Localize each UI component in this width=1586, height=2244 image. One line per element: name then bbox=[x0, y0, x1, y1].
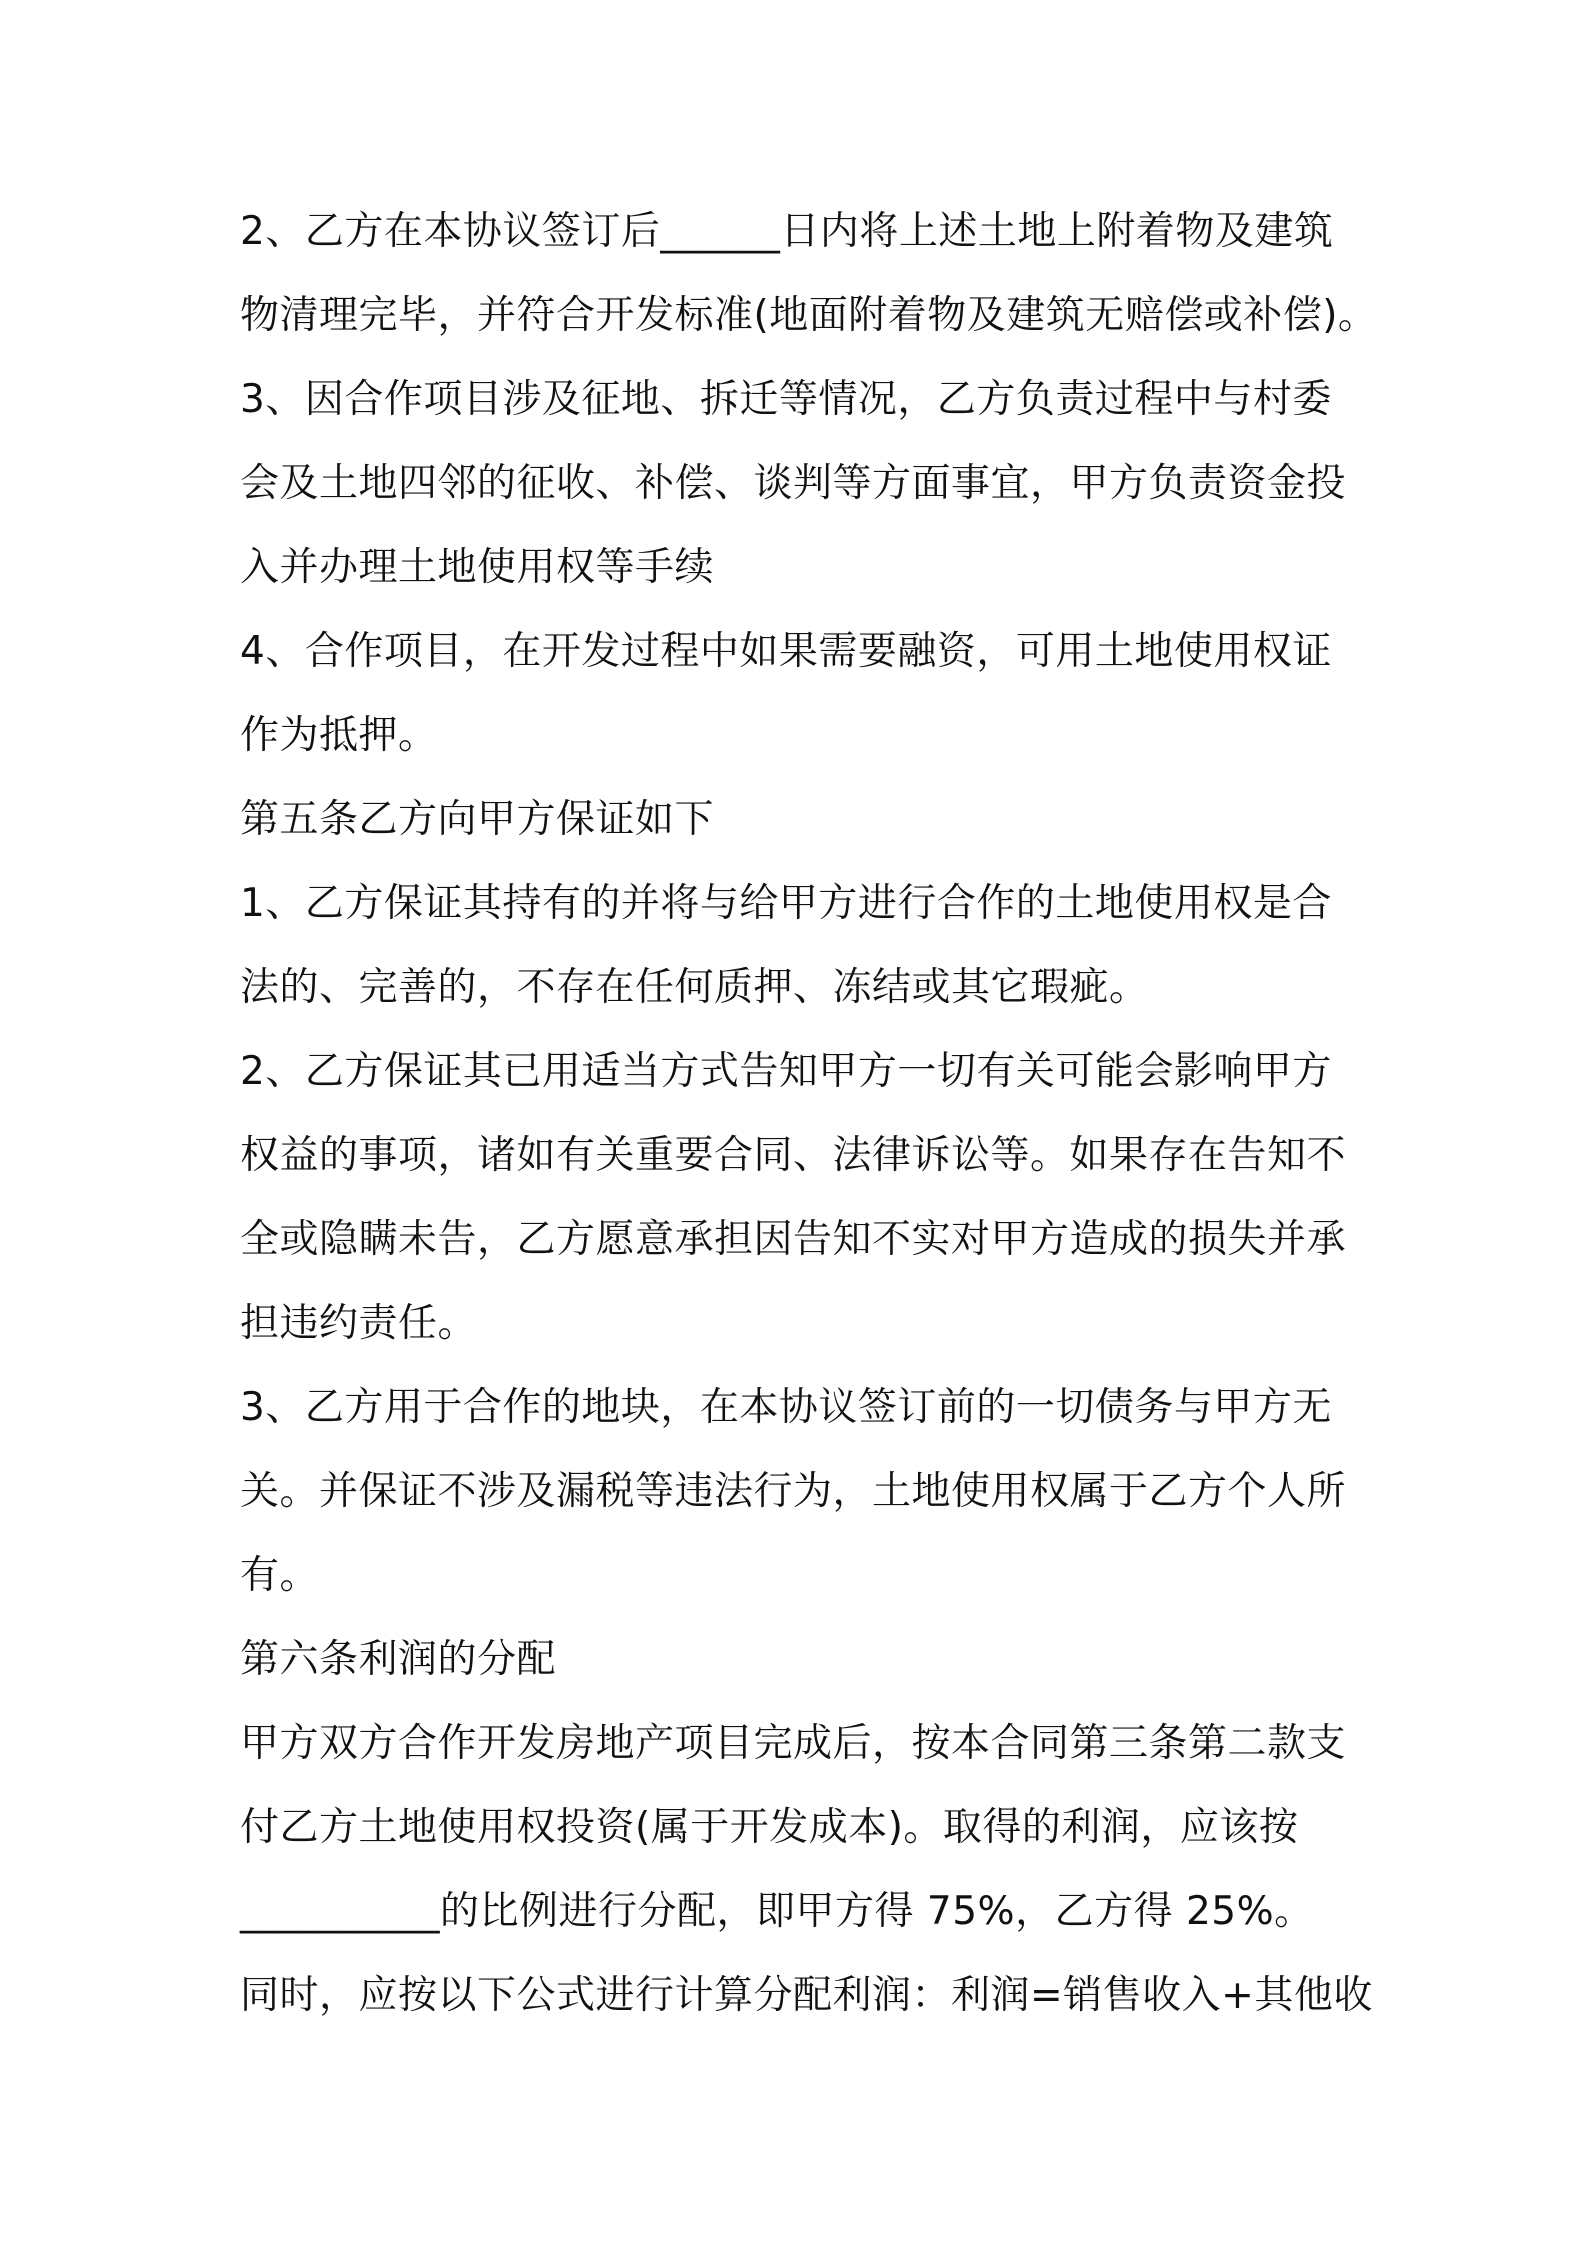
text-line: 2、乙方保证其已用适当方式告知甲方一切有关可能会影响甲方 bbox=[240, 1049, 1332, 1094]
text-line: 权益的事项，诸如有关重要合同、法律诉讼等。如果存在告知不 bbox=[240, 1133, 1347, 1178]
text-line: 入并办理土地使用权等手续 bbox=[240, 545, 715, 590]
document-body bbox=[240, 190, 1378, 2038]
text-line: 4、合作项目，在开发过程中如果需要融资，可用土地使用权证 bbox=[240, 629, 1332, 674]
text-line: 法的、完善的，不存在任何质押、冻结或其它瑕疵。 bbox=[240, 965, 1149, 1010]
text-line: 付乙方土地使用权投资(属于开发成本)。取得的利润，应该按 bbox=[240, 1805, 1299, 1850]
text-line: 担违约责任。 bbox=[240, 1301, 478, 1346]
text-line: 甲方双方合作开发房地产项目完成后，按本合同第三条第二款支 bbox=[240, 1721, 1347, 1766]
text-line: 全或隐瞒未告，乙方愿意承担因告知不实对甲方造成的损失并承 bbox=[240, 1217, 1347, 1262]
text-line: 2、乙方在本协议签订后______日内将上述土地上附着物及建筑 bbox=[240, 209, 1334, 254]
text-line: 同时，应按以下公式进行计算分配利润：利润=销售收入+其他收 bbox=[240, 1973, 1373, 2018]
section-heading: 第六条利润的分配 bbox=[240, 1637, 557, 1682]
text-line: 关。并保证不涉及漏税等违法行为，土地使用权属于乙方个人所 bbox=[240, 1469, 1347, 1514]
text-line: 3、因合作项目涉及征地、拆迁等情况，乙方负责过程中与村委 bbox=[240, 377, 1332, 422]
section-heading: 第五条乙方向甲方保证如下 bbox=[240, 797, 715, 842]
text-line: 物清理完毕，并符合开发标准(地面附着物及建筑无赔偿或补偿)。 bbox=[240, 293, 1378, 338]
text-line: 作为抵押。 bbox=[240, 713, 438, 758]
text-line: 会及土地四邻的征收、补偿、谈判等方面事宜，甲方负责资金投 bbox=[240, 461, 1347, 506]
text-line: __________的比例进行分配，即甲方得 75%，乙方得 25%。 bbox=[240, 1889, 1314, 1934]
text-line: 3、乙方用于合作的地块，在本协议签订前的一切债务与甲方无 bbox=[240, 1385, 1332, 1430]
text-line: 1、乙方保证其持有的并将与给甲方进行合作的土地使用权是合 bbox=[240, 881, 1332, 926]
text-line: 有。 bbox=[240, 1553, 320, 1598]
